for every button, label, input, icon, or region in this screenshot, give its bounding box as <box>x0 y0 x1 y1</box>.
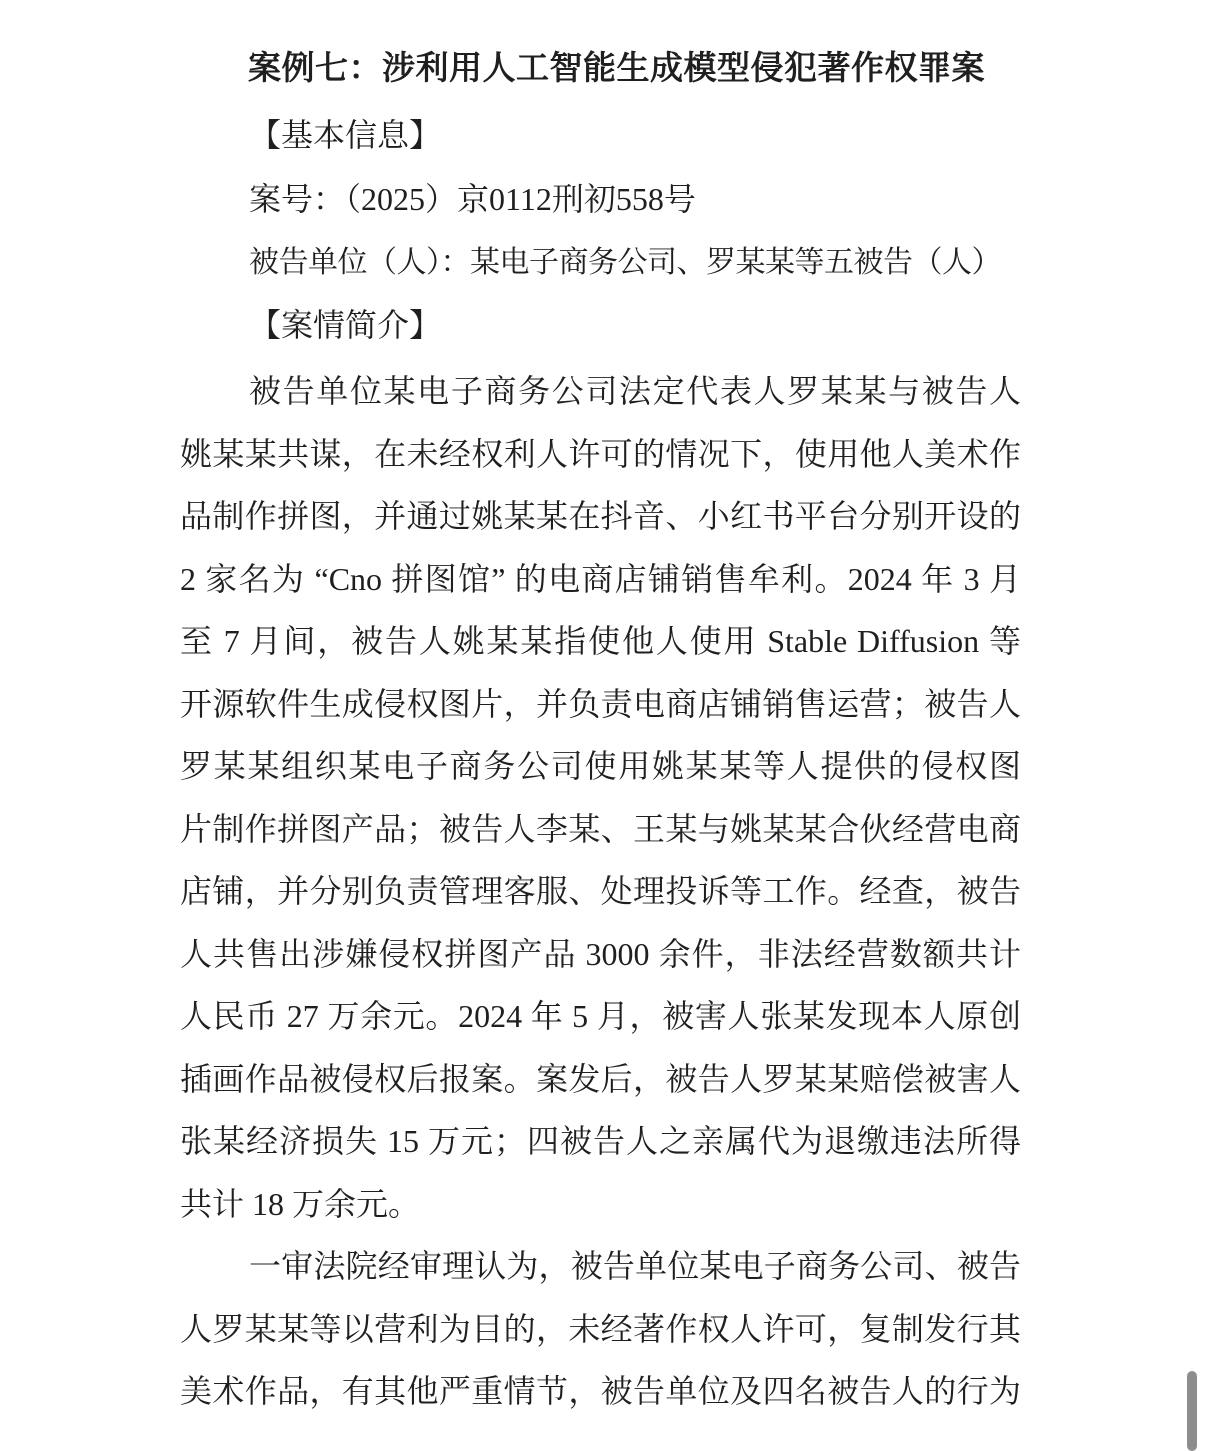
text-line: 2 家名为 “Cno 拼图馆” 的电商店铺销售牟利。2024 年 3 月 <box>180 560 1021 597</box>
text-line: 店铺，并分别负责管理客服、处理投诉等工作。经查，被告 <box>180 873 1021 909</box>
paragraph-court-opinion <box>180 1235 1021 1423</box>
text-line: 罗某某组织某电子商务公司使用姚某某等人提供的侵权图 <box>180 748 1021 784</box>
scrollbar-thumb[interactable] <box>1187 1371 1197 1451</box>
text-line: 开源软件生成侵权图片，并负责电商店铺销售运营；被告人 <box>180 685 1021 722</box>
text-line: 插画作品被侵权后报案。案发后，被告人罗某某赔偿被害人 <box>180 1060 1021 1097</box>
text-line: 至 7 月间，被告人姚某某指使他人使用 Stable Diffusion 等 <box>180 623 1021 659</box>
case-number-line: 案号：（2025）京0112刑初558号 <box>249 181 696 217</box>
document-title: 案例七：涉利用人工智能生成模型侵犯著作权罪案 <box>248 51 985 87</box>
text-line: 人共售出涉嫌侵权拼图产品 3000 余件，非法经营数额共计 <box>180 935 1021 972</box>
text-line: 片制作拼图产品；被告人李某、王某与姚某某合伙经营电商 <box>180 810 1021 847</box>
section-header-case-summary: 【案情简介】 <box>249 307 442 343</box>
text-line: 被告单位某电子商务公司法定代表人罗某某与被告人 <box>249 373 1021 409</box>
text-line: 一审法院经审理认为，被告单位某电子商务公司、被告 <box>249 1248 1021 1284</box>
text-line: 美术作品，有其他严重情节，被告单位及四名被告人的行为 <box>180 1373 1021 1409</box>
paragraph-case-facts <box>180 360 1021 1235</box>
section-header-basic-info: 【基本信息】 <box>249 117 442 153</box>
text-line: 共计 18 万余元。 <box>180 1185 421 1222</box>
text-line: 张某经济损失 15 万元；四被告人之亲属代为退缴违法所得 <box>180 1123 1021 1159</box>
text-line: 品制作拼图，并通过姚某某在抖音、小红书平台分别开设的 <box>180 498 1021 534</box>
text-line: 姚某某共谋，在未经权利人许可的情况下，使用他人美术作 <box>180 435 1021 472</box>
text-line: 人罗某某等以营利为目的，未经著作权人许可，复制发行其 <box>180 1310 1021 1347</box>
defendants-line: 被告单位（人）：某电子商务公司、罗某某等五被告（人） <box>249 246 1001 279</box>
text-line: 人民币 27 万余元。2024 年 5 月，被害人张某发现本人原创 <box>180 998 1021 1034</box>
